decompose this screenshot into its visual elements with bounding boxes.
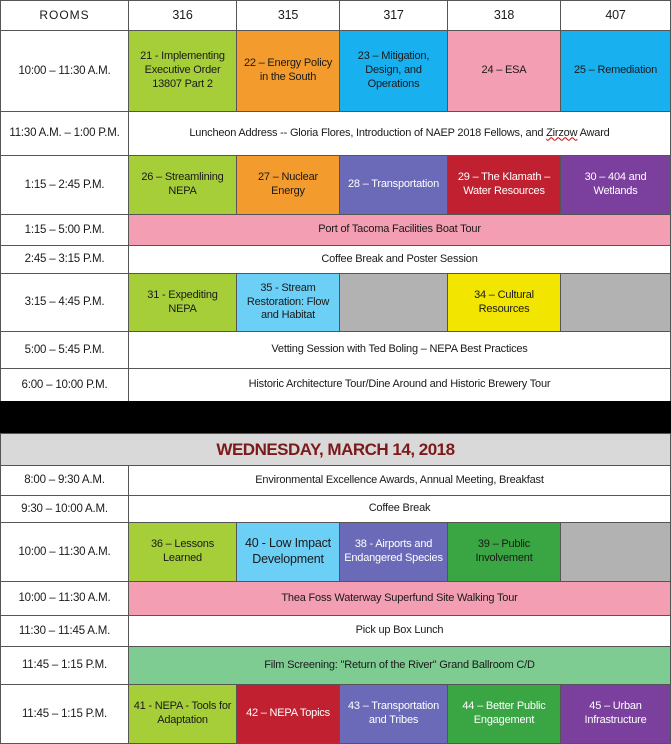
empty-slot (560, 522, 671, 582)
session-29[interactable]: 29 – The Klamath – Water Resources (447, 155, 561, 215)
event-text-suffix: Award (577, 126, 610, 139)
boat-tour-event[interactable]: Port of Tacoma Facilities Boat Tour (128, 214, 671, 246)
day-header: WEDNESDAY, MARCH 14, 2018 (0, 433, 671, 466)
awards-breakfast-event: Environmental Excellence Awards, Annual Meeting, Breakfast (128, 465, 671, 496)
time-label: 11:30 A.M. – 1:00 P.M. (0, 111, 129, 156)
empty-slot (339, 273, 448, 332)
time-label: 11:45 – 1:15 P.M. (0, 646, 129, 685)
session-45[interactable]: 45 – Urban Infrastructure (560, 684, 671, 744)
session-40[interactable]: 40 - Low Impact Development (236, 522, 340, 582)
session-42[interactable]: 42 – NEPA Topics (236, 684, 340, 744)
session-25[interactable]: 25 – Remediation (560, 30, 671, 112)
room-316-header: 316 (128, 0, 237, 31)
session-27[interactable]: 27 – Nuclear Energy (236, 155, 340, 215)
rooms-header: ROOMS (0, 0, 129, 31)
time-label: 3:15 – 4:45 P.M. (0, 273, 129, 332)
vetting-session-event: Vetting Session with Ted Boling – NEPA Best Practices (128, 331, 671, 369)
day-separator-bar (0, 401, 671, 434)
session-24[interactable]: 24 – ESA (447, 30, 561, 112)
time-label: 8:00 – 9:30 A.M. (0, 465, 129, 496)
luncheon-address-event (128, 111, 671, 156)
time-label: 5:00 – 5:45 P.M. (0, 331, 129, 369)
event-text: Luncheon Address -- Gloria Flores, Introduction of NAEP 2018 Fellows, and (189, 126, 547, 139)
session-22[interactable]: 22 – Energy Policy in the South (236, 30, 340, 112)
room-318-header: 318 (447, 0, 561, 31)
session-41[interactable]: 41 - NEPA - Tools for Adaptation (128, 684, 237, 744)
session-44[interactable]: 44 – Better Public Engagement (447, 684, 561, 744)
time-label: 1:15 – 5:00 P.M. (0, 214, 129, 246)
session-34[interactable]: 34 – Cultural Resources (447, 273, 561, 332)
event-text-flagged-word: Zirzow (546, 126, 578, 139)
time-label: 9:30 – 10:00 A.M. (0, 495, 129, 523)
session-43[interactable]: 43 – Transportation and Tribes (339, 684, 448, 744)
session-39[interactable]: 39 – Public Involvement (447, 522, 561, 582)
session-28[interactable]: 28 – Transportation (339, 155, 448, 215)
time-label: 2:45 – 3:15 P.M. (0, 245, 129, 274)
time-label: 10:00 – 11:30 A.M. (0, 581, 129, 616)
session-21[interactable]: 21 - Implementing Executive Order 13807 Part 2 (128, 30, 237, 112)
coffee-break-poster-event: Coffee Break and Poster Session (128, 245, 671, 274)
time-label: 11:45 – 1:15 P.M. (0, 684, 129, 744)
film-screening-event[interactable]: Film Screening: "Return of the River" Grand Ballroom C/D (128, 646, 671, 685)
session-31[interactable]: 31 - Expediting NEPA (128, 273, 237, 332)
room-315-header: 315 (236, 0, 340, 31)
time-label: 10:00 – 11:30 A.M. (0, 30, 129, 112)
historic-tour-event: Historic Architecture Tour/Dine Around and Historic Brewery Tour (128, 368, 671, 402)
time-label: 11:30 – 11:45 A.M. (0, 615, 129, 647)
session-23[interactable]: 23 – Mitigation, Design, and Operations (339, 30, 448, 112)
time-label: 1:15 – 2:45 P.M. (0, 155, 129, 215)
session-36[interactable]: 36 – Lessons Learned (128, 522, 237, 582)
session-30[interactable]: 30 – 404 and Wetlands (560, 155, 671, 215)
walking-tour-event[interactable]: Thea Foss Waterway Superfund Site Walking Tour (128, 581, 671, 616)
session-26[interactable]: 26 – Streamlining NEPA (128, 155, 237, 215)
box-lunch-event: Pick up Box Lunch (128, 615, 671, 647)
room-317-header: 317 (339, 0, 448, 31)
time-label: 6:00 – 10:00 P.M. (0, 368, 129, 402)
empty-slot (560, 273, 671, 332)
room-407-header: 407 (560, 0, 671, 31)
time-label: 10:00 – 11:30 A.M. (0, 522, 129, 582)
session-35[interactable]: 35 - Stream Restoration: Flow and Habitat (236, 273, 340, 332)
coffee-break-event: Coffee Break (128, 495, 671, 523)
session-38[interactable]: 38 - Airports and Endangered Species (339, 522, 448, 582)
